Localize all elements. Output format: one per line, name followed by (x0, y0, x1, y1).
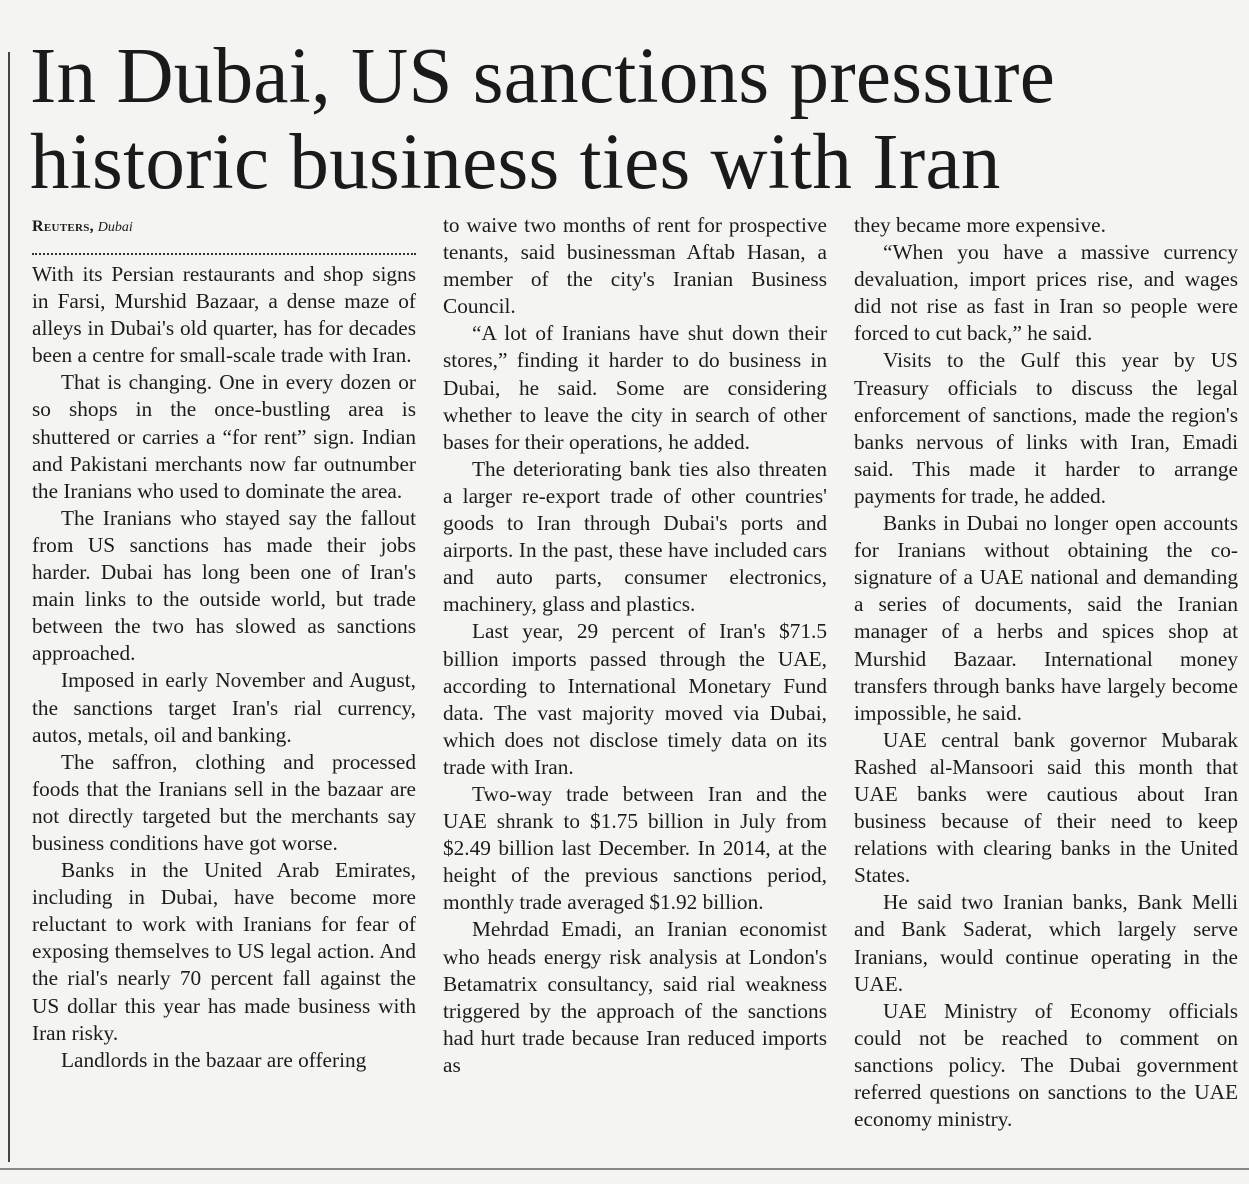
left-column-rule (8, 52, 10, 1162)
paragraph: UAE Ministry of Economy officials could not be reached to comment on sanctions policy. The Dubai government referred questions on sanctions to the UAE economy ministry. (854, 998, 1238, 1132)
paragraph: Banks in the United Arab Emirates, including in Dubai, have become more reluctant to work with Iranians for fear of exposing themselves to US legal action. And the rial's nearly 70 percent fall against the US dollar this year has made business with Iran risky. (32, 858, 416, 1045)
headline: In Dubai, US sanctions pressure historic business ties with Iran (30, 33, 1056, 206)
paragraph: to waive two months of rent for prospective tenants, said businessman Aftab Hasan, a member of the city's Iranian Business Council. (443, 213, 827, 319)
paragraph: Banks in Dubai no longer open accounts for Iranians without obtaining the co-signature of a UAE national and demanding a series of documents, said the Iranian manager of a herbs and spices shop at Murshid Bazaar. International money transfers through banks have largely become impossible, he said. (854, 511, 1238, 725)
paragraph: “When you have a massive currency devaluation, import prices rise, and wages did not rise as fast in Iran so people were forced to cut back,” he said. (854, 240, 1238, 346)
paragraph: UAE central bank governor Mubarak Rashed al-Mansoori said this month that UAE banks were cautious about Iran business because of their need to keep relations with clearing banks in the United States. (854, 727, 1238, 888)
paragraph: With its Persian restaurants and shop signs in Farsi, Murshid Bazaar, a dense maze of alleys in Dubai's old quarter, has for decades been a centre for small-scale trade with Iran. (32, 262, 416, 368)
byline-agency: Reuters, (32, 218, 94, 235)
bottom-rule (0, 1168, 1249, 1170)
byline (32, 216, 416, 239)
article-body (32, 212, 1238, 1157)
paragraph: The saffron, clothing and processed foods that the Iranians sell in the bazaar are not directly targeted but the merchants say business conditions have got worse. (32, 749, 416, 855)
paragraph: Last year, 29 percent of Iran's $71.5 billion imports passed through the UAE, according to International Monetary Fund data. The vast majority moved via Dubai, which does not disclose timely data on its trade with Iran. (443, 619, 827, 779)
paragraph: Landlords in the bazaar are offering (61, 1047, 367, 1072)
column-2 (443, 212, 827, 1157)
paragraph: The deteriorating bank ties also threaten a larger re-export trade of other countries' goods to Iran through Dubai's ports and airports. In the past, these have included cars and auto parts, consumer electronics, machinery, glass and plastics. (443, 456, 827, 617)
column-1 (32, 212, 416, 1157)
byline-divider (32, 239, 416, 255)
paragraph: He said two Iranian banks, Bank Melli and Bank Saderat, which largely serve Iranians, would continue operating in the UAE. (854, 890, 1238, 996)
paragraph: The Iranians who stayed say the fallout from US sanctions has made their jobs harder. Dubai has long been one of Iran's main links to the outside world, but trade between the two has slowed as sanctions approached. (32, 505, 416, 666)
paragraph: Imposed in early November and August, the sanctions target Iran's rial currency, autos, metals, oil and banking. (32, 668, 416, 747)
paragraph: Mehrdad Emadi, an Iranian economist who heads energy risk analysis at London's Betamatrix consultancy, said rial weakness triggered by the approach of the sanctions had hurt trade because Iran reduced imports as (443, 917, 827, 1077)
paragraph: “A lot of Iranians have shut down their stores,” finding it harder to do business in Dubai, he said. Some are considering whether to leave the city in search of other bases for their operations, he added. (443, 321, 827, 454)
byline-place: Dubai (97, 220, 133, 235)
paragraph: Two-way trade between Iran and the UAE shrank to $1.75 billion in July from $2.49 billion last December. In 2014, at the height of the previous sanctions period, monthly trade averaged $1.92 billion. (443, 781, 827, 915)
paragraph: they became more expensive. (854, 213, 1106, 237)
paragraph: Visits to the Gulf this year by US Treasury officials to discuss the legal enforcement of sanctions, made the region's banks nervous of links with Iran, Emadi said. This made it harder to arrange payments for trade, he added. (854, 348, 1238, 508)
paragraph: That is changing. One in every dozen or so shops in the once-bustling area is shuttered or carries a “for rent” sign. Indian and Pakistani merchants now far outnumber the Iranians who used to dominate the area. (32, 370, 416, 503)
column-3 (854, 212, 1238, 1157)
